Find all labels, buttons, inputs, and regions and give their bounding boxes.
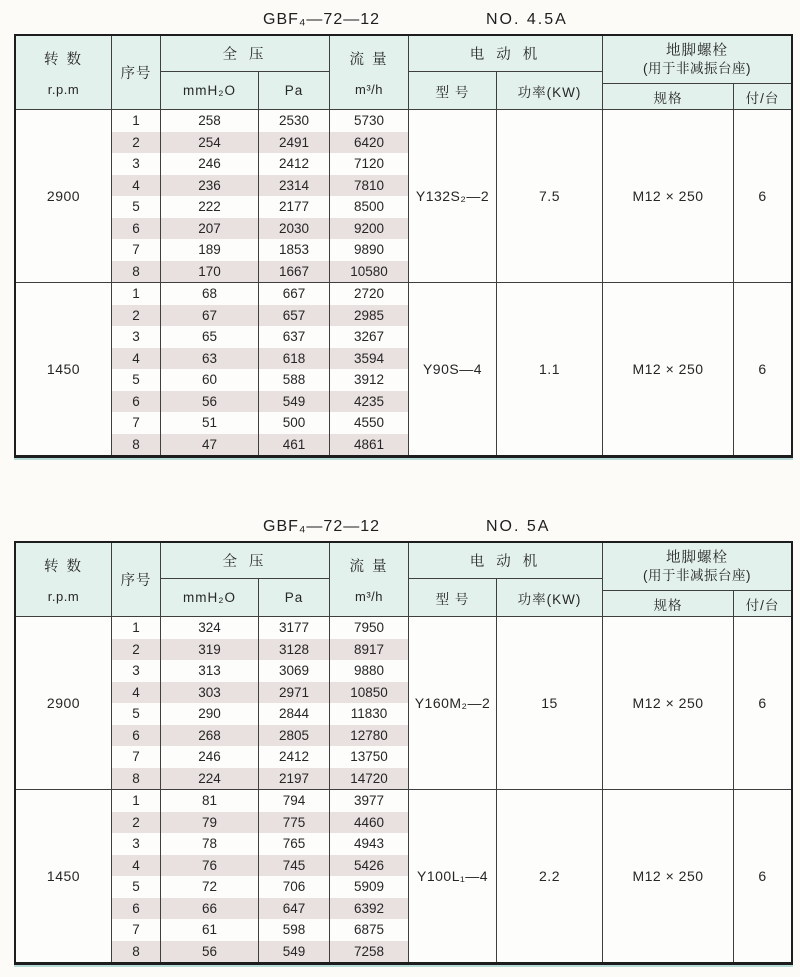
table-title-row xyxy=(14,516,793,541)
tables-container xyxy=(0,9,800,965)
pressure-mmh2o-value: 319 xyxy=(161,639,259,661)
motor-model-value: Y132S₂—2 xyxy=(409,110,497,282)
pressure-mmh2o-value: 51 xyxy=(161,412,259,434)
header-motor-group xyxy=(409,36,603,109)
pressure-pa-value: 2805 xyxy=(259,725,330,747)
flow-value: 13750 xyxy=(330,746,409,768)
pressure-mmh2o-value: 258 xyxy=(161,110,259,132)
bolt-spec-value: M12 × 250 xyxy=(603,790,734,962)
seq-value: 8 xyxy=(112,768,161,790)
flow-value: 10850 xyxy=(330,682,409,704)
header-flow-unit: m³/h xyxy=(355,588,383,604)
header-flow xyxy=(330,36,409,109)
seq-value: 8 xyxy=(112,261,161,283)
pressure-mmh2o-value: 303 xyxy=(161,682,259,704)
header-pressure-group xyxy=(161,36,330,109)
pressure-mmh2o-value: 47 xyxy=(161,434,259,456)
pressure-pa-value: 2314 xyxy=(259,175,330,197)
flow-value: 3267 xyxy=(330,326,409,348)
flow-value: 10580 xyxy=(330,261,409,283)
pressure-pa-value: 2491 xyxy=(259,132,330,154)
pressure-pa-value: 3128 xyxy=(259,639,330,661)
header-pa-label: Pa xyxy=(284,590,304,605)
pressure-pa-value: 461 xyxy=(259,434,330,456)
flow-value: 6392 xyxy=(330,898,409,920)
pressure-pa-value: 637 xyxy=(259,326,330,348)
seq-value: 5 xyxy=(112,703,161,725)
seq-value: 5 xyxy=(112,876,161,898)
pressure-pa-value: 2030 xyxy=(259,218,330,240)
speed-section xyxy=(16,617,791,790)
header-seq: 序号 xyxy=(112,36,161,109)
header-bolt-subtitle: (用于非减振台座) xyxy=(643,60,751,76)
pressure-mmh2o-value: 313 xyxy=(161,660,259,682)
seq-value: 8 xyxy=(112,941,161,963)
flow-value: 8917 xyxy=(330,639,409,661)
pressure-mmh2o-value: 66 xyxy=(161,898,259,920)
pressure-pa-value: 647 xyxy=(259,898,330,920)
pressure-mmh2o-value: 76 xyxy=(161,855,259,877)
flow-value: 6420 xyxy=(330,132,409,154)
seq-value: 8 xyxy=(112,434,161,456)
seq-value: 4 xyxy=(112,682,161,704)
flow-value: 9880 xyxy=(330,660,409,682)
table-header xyxy=(16,543,791,617)
seq-value: 1 xyxy=(112,110,161,132)
pressure-pa-value: 549 xyxy=(259,941,330,963)
header-pa-label: Pa xyxy=(284,83,304,98)
pressure-mmh2o-value: 324 xyxy=(161,617,259,639)
motor-model-value: Y90S—4 xyxy=(409,283,497,455)
pressure-mmh2o-value: 224 xyxy=(161,768,259,790)
pressure-pa-value: 549 xyxy=(259,391,330,413)
header-bolt-spec-label: 规格 xyxy=(603,84,734,109)
table-header xyxy=(16,36,791,110)
header-motor-model-label: 型 号 xyxy=(409,72,497,109)
flow-value: 8500 xyxy=(330,196,409,218)
seq-value: 6 xyxy=(112,725,161,747)
header-bolt-sub xyxy=(603,84,791,109)
pressure-mmh2o-value: 189 xyxy=(161,239,259,261)
flow-value: 5909 xyxy=(330,876,409,898)
pressure-mmh2o-value: 61 xyxy=(161,919,259,941)
seq-value: 3 xyxy=(112,326,161,348)
pressure-pa-value: 2177 xyxy=(259,196,330,218)
flow-value: 4235 xyxy=(330,391,409,413)
seq-value: 6 xyxy=(112,218,161,240)
pressure-mmh2o-value: 236 xyxy=(161,175,259,197)
flow-value: 5426 xyxy=(330,855,409,877)
seq-value: 2 xyxy=(112,812,161,834)
header-bolt-qty-label: 付/台 xyxy=(745,90,780,106)
flow-value: 5730 xyxy=(330,110,409,132)
pressure-mmh2o-value: 65 xyxy=(161,326,259,348)
rpm-value: 2900 xyxy=(16,617,112,789)
header-motor-sub xyxy=(409,579,602,616)
table-size-title: NO. 5A xyxy=(486,518,551,535)
flow-value: 4460 xyxy=(330,812,409,834)
table-title-row xyxy=(14,9,793,34)
header-pressure-label: 全 压 xyxy=(161,543,329,579)
header-mmh2o-label: mmH₂O xyxy=(161,72,259,109)
header-flow xyxy=(330,543,409,616)
seq-value: 4 xyxy=(112,855,161,877)
flow-value: 7120 xyxy=(330,153,409,175)
flow-value: 7810 xyxy=(330,175,409,197)
seq-value: 2 xyxy=(112,132,161,154)
pressure-pa-value: 1853 xyxy=(259,239,330,261)
rpm-value: 2900 xyxy=(16,110,112,282)
pressure-mmh2o-value: 79 xyxy=(161,812,259,834)
flow-value: 4943 xyxy=(330,833,409,855)
header-bolt-group xyxy=(603,543,791,616)
rpm-value: 1450 xyxy=(16,790,112,962)
pressure-mmh2o-value: 246 xyxy=(161,153,259,175)
seq-value: 1 xyxy=(112,790,161,812)
header-motor-sub xyxy=(409,72,602,109)
pressure-mmh2o-value: 72 xyxy=(161,876,259,898)
seq-value: 3 xyxy=(112,660,161,682)
seq-value: 3 xyxy=(112,153,161,175)
header-bolt-subtitle: (用于非减振台座) xyxy=(643,567,751,583)
header-speed-unit: r.p.m xyxy=(47,588,80,604)
flow-value: 9890 xyxy=(330,239,409,261)
motor-model-value: Y160M₂—2 xyxy=(409,617,497,789)
rpm-value: 1450 xyxy=(16,283,112,455)
header-motor-label: 电 动 机 xyxy=(409,543,602,579)
pressure-pa-value: 706 xyxy=(259,876,330,898)
seq-value: 1 xyxy=(112,617,161,639)
header-bolt-spec-label: 规格 xyxy=(603,591,734,616)
pressure-mmh2o-value: 56 xyxy=(161,941,259,963)
pressure-pa-value: 667 xyxy=(259,283,330,305)
bolt-qty-value: 6 xyxy=(758,361,767,377)
header-pressure-units xyxy=(161,579,329,616)
pressure-pa-value: 775 xyxy=(259,812,330,834)
pressure-pa-value: 657 xyxy=(259,305,330,327)
header-bolt-qty-label: 付/台 xyxy=(745,597,780,613)
pressure-mmh2o-value: 246 xyxy=(161,746,259,768)
header-bolt-title: 地脚螺栓 xyxy=(666,549,728,566)
fan-table-block xyxy=(14,9,793,458)
pressure-pa-value: 2971 xyxy=(259,682,330,704)
motor-power-value: 2.2 xyxy=(497,790,603,962)
flow-value: 4861 xyxy=(330,434,409,456)
pressure-pa-value: 3177 xyxy=(259,617,330,639)
header-speed-zh: 转 数 xyxy=(43,52,84,69)
pressure-pa-value: 2412 xyxy=(259,153,330,175)
header-pressure-units xyxy=(161,72,329,109)
pressure-mmh2o-value: 67 xyxy=(161,305,259,327)
pressure-pa-value: 2412 xyxy=(259,746,330,768)
seq-value: 6 xyxy=(112,898,161,920)
pressure-pa-value: 2844 xyxy=(259,703,330,725)
bolt-qty-value: 6 xyxy=(758,868,767,884)
flow-value: 2720 xyxy=(330,283,409,305)
pressure-pa-value: 765 xyxy=(259,833,330,855)
table-model-title: GBF₄—72—12 xyxy=(263,11,381,28)
flow-value: 6875 xyxy=(330,919,409,941)
header-speed-unit: r.p.m xyxy=(47,81,80,97)
header-bolt-group xyxy=(603,36,791,109)
header-flow-zh: 流 量 xyxy=(349,52,389,69)
seq-value: 6 xyxy=(112,391,161,413)
flow-value: 4550 xyxy=(330,412,409,434)
motor-power-value: 7.5 xyxy=(497,110,603,282)
pressure-mmh2o-value: 268 xyxy=(161,725,259,747)
pressure-mmh2o-value: 207 xyxy=(161,218,259,240)
flow-value: 11830 xyxy=(330,703,409,725)
bolt-spec-value: M12 × 250 xyxy=(603,283,734,455)
pressure-mmh2o-value: 81 xyxy=(161,790,259,812)
seq-value: 5 xyxy=(112,196,161,218)
pressure-pa-value: 618 xyxy=(259,348,330,370)
motor-model-value: Y100L₁—4 xyxy=(409,790,497,962)
seq-value: 7 xyxy=(112,746,161,768)
flow-value: 7950 xyxy=(330,617,409,639)
pressure-mmh2o-value: 56 xyxy=(161,391,259,413)
pressure-pa-value: 2197 xyxy=(259,768,330,790)
seq-value: 4 xyxy=(112,348,161,370)
pressure-pa-value: 794 xyxy=(259,790,330,812)
header-mmh2o-label: mmH₂O xyxy=(161,579,259,616)
header-motor-label: 电 动 机 xyxy=(409,36,602,72)
table-size-title: NO. 4.5A xyxy=(486,11,568,28)
bolt-qty-value: 6 xyxy=(758,188,767,204)
header-speed-zh: 转 数 xyxy=(43,559,84,576)
spec-table xyxy=(14,34,793,458)
pressure-pa-value: 745 xyxy=(259,855,330,877)
header-bolt-title: 地脚螺栓 xyxy=(666,42,728,59)
seq-value: 7 xyxy=(112,239,161,261)
seq-value: 2 xyxy=(112,305,161,327)
header-pressure-label: 全 压 xyxy=(161,36,329,72)
seq-value: 3 xyxy=(112,833,161,855)
motor-power-value: 1.1 xyxy=(497,283,603,455)
flow-value: 3594 xyxy=(330,348,409,370)
bolt-spec-value: M12 × 250 xyxy=(603,617,734,789)
flow-value: 9200 xyxy=(330,218,409,240)
flow-value: 12780 xyxy=(330,725,409,747)
header-seq: 序号 xyxy=(112,543,161,616)
pressure-pa-value: 3069 xyxy=(259,660,330,682)
header-motor-group xyxy=(409,543,603,616)
seq-value: 2 xyxy=(112,639,161,661)
header-flow-unit: m³/h xyxy=(355,81,383,97)
pressure-pa-value: 2530 xyxy=(259,110,330,132)
seq-value: 7 xyxy=(112,919,161,941)
flow-value: 3977 xyxy=(330,790,409,812)
pressure-mmh2o-value: 254 xyxy=(161,132,259,154)
pressure-mmh2o-value: 60 xyxy=(161,369,259,391)
pressure-mmh2o-value: 222 xyxy=(161,196,259,218)
speed-section xyxy=(16,283,791,455)
seq-value: 7 xyxy=(112,412,161,434)
header-bolt-label xyxy=(603,543,791,591)
speed-section xyxy=(16,110,791,283)
header-speed xyxy=(16,36,112,109)
seq-value: 5 xyxy=(112,369,161,391)
pressure-pa-value: 588 xyxy=(259,369,330,391)
pressure-mmh2o-value: 290 xyxy=(161,703,259,725)
flow-value: 7258 xyxy=(330,941,409,963)
pressure-pa-value: 500 xyxy=(259,412,330,434)
table-model-title: GBF₄—72—12 xyxy=(263,518,381,535)
header-bolt-label xyxy=(603,36,791,84)
motor-power-value: 15 xyxy=(497,617,603,789)
pressure-pa-value: 598 xyxy=(259,919,330,941)
pressure-mmh2o-value: 68 xyxy=(161,283,259,305)
header-motor-power-label: 功率(KW) xyxy=(517,591,582,607)
seq-value: 1 xyxy=(112,283,161,305)
flow-value: 3912 xyxy=(330,369,409,391)
pressure-mmh2o-value: 63 xyxy=(161,348,259,370)
header-speed xyxy=(16,543,112,616)
pressure-mmh2o-value: 170 xyxy=(161,261,259,283)
fan-table-block xyxy=(14,516,793,965)
bolt-qty-value: 6 xyxy=(758,695,767,711)
header-motor-power-label: 功率(KW) xyxy=(517,84,582,100)
flow-value: 2985 xyxy=(330,305,409,327)
seq-value: 4 xyxy=(112,175,161,197)
pressure-pa-value: 1667 xyxy=(259,261,330,283)
spec-table xyxy=(14,541,793,965)
header-motor-model-label: 型 号 xyxy=(409,579,497,616)
header-bolt-sub xyxy=(603,591,791,616)
pressure-mmh2o-value: 78 xyxy=(161,833,259,855)
header-pressure-group xyxy=(161,543,330,616)
header-flow-zh: 流 量 xyxy=(349,559,389,576)
flow-value: 14720 xyxy=(330,768,409,790)
speed-section xyxy=(16,790,791,962)
bolt-spec-value: M12 × 250 xyxy=(603,110,734,282)
